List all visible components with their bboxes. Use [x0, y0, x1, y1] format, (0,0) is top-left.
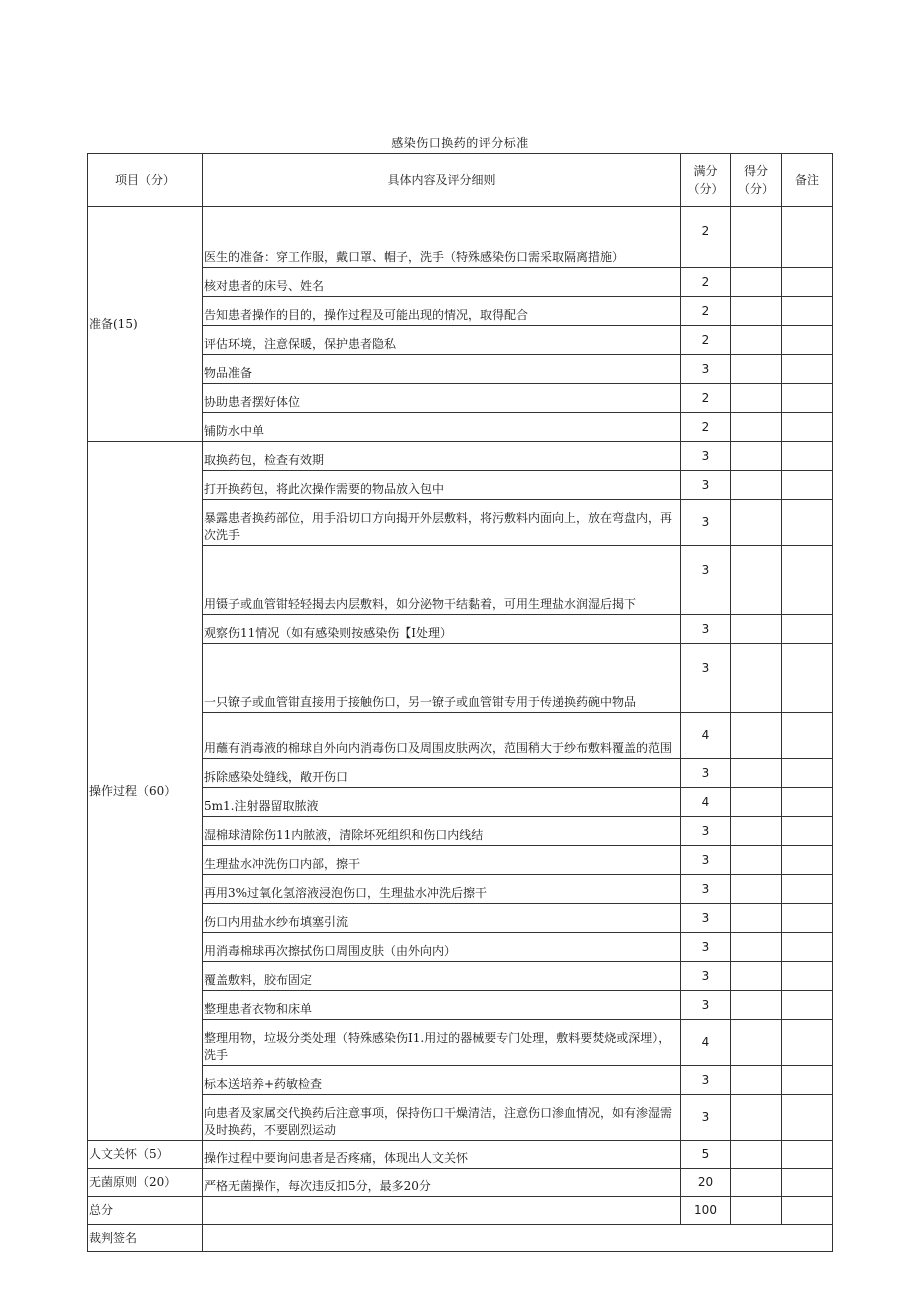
row-score: 3: [681, 904, 731, 933]
row-content: 整理患者衣物和床单: [203, 991, 681, 1020]
remarks-cell[interactable]: [782, 846, 833, 875]
remarks-cell[interactable]: [782, 268, 833, 297]
row-content: 告知患者操作的目的，操作过程及可能出现的情况，取得配合: [203, 297, 681, 326]
got-score-cell[interactable]: [731, 933, 782, 962]
row-content: 医生的准备：穿工作服，戴口罩、帽子，洗手（特殊感染伤口需采取隔离措施）: [203, 207, 681, 268]
row-content: 暴露患者换药部位，用手沿切口方向揭开外层敷料，将污敷料内面向上，放在弯盘内，再次洗手: [203, 500, 681, 546]
got-score-cell[interactable]: [731, 875, 782, 904]
remarks-cell[interactable]: [782, 962, 833, 991]
row-score: 2: [681, 297, 731, 326]
row-content: 湿棉球清除伤11内脓液，清除坏死组织和伤口内线结: [203, 817, 681, 846]
remarks-cell[interactable]: [782, 471, 833, 500]
got-score-cell[interactable]: [731, 1197, 782, 1225]
row-content: 整理用物，垃圾分类处理（特殊感染伤I1.用过的器械要专门处理，敷料要焚烧或深埋），洗手: [203, 1020, 681, 1066]
page-title: 感染伤口换药的评分标准: [391, 136, 529, 150]
got-score-cell[interactable]: [731, 1141, 782, 1169]
row-score: 5: [681, 1141, 731, 1169]
header-full-score: [681, 154, 731, 207]
header-row: [88, 154, 833, 207]
remarks-cell[interactable]: [782, 1095, 833, 1141]
row-content: 伤口内用盐水纱布填塞引流: [203, 904, 681, 933]
section-humanity: 人文关怀（5）: [88, 1141, 203, 1169]
section-aseptic: 无菌原则（20）: [88, 1169, 203, 1197]
row-content: 打开换药包，将此次操作需要的物品放入包中: [203, 471, 681, 500]
header-got-score-line1: 得分: [743, 164, 768, 178]
judge-row: [88, 1225, 833, 1252]
got-score-cell[interactable]: [731, 355, 782, 384]
section-judge: 裁判签名: [88, 1225, 203, 1252]
got-score-cell[interactable]: [731, 546, 782, 615]
judge-signature-cell[interactable]: [203, 1225, 833, 1252]
section-process: 操作过程（60）: [88, 442, 203, 1141]
remarks-cell[interactable]: [782, 1169, 833, 1197]
remarks-cell[interactable]: [782, 442, 833, 471]
row-score: 3: [681, 644, 731, 713]
table-row: [88, 1169, 833, 1197]
row-content: 5m1.注射器留取脓液: [203, 788, 681, 817]
remarks-cell[interactable]: [782, 546, 833, 615]
got-score-cell[interactable]: [731, 384, 782, 413]
remarks-cell[interactable]: [782, 644, 833, 713]
got-score-cell[interactable]: [731, 817, 782, 846]
remarks-cell[interactable]: [782, 1141, 833, 1169]
remarks-cell[interactable]: [782, 933, 833, 962]
row-score: 3: [681, 817, 731, 846]
row-score: 2: [681, 268, 731, 297]
got-score-cell[interactable]: [731, 326, 782, 355]
row-content: 协助患者摆好体位: [203, 384, 681, 413]
row-score: 2: [681, 384, 731, 413]
row-score: 3: [681, 875, 731, 904]
total-content-cell: [203, 1197, 681, 1225]
got-score-cell[interactable]: [731, 1066, 782, 1095]
got-score-cell[interactable]: [731, 713, 782, 759]
row-score: 3: [681, 615, 731, 644]
remarks-cell[interactable]: [782, 384, 833, 413]
row-score: 3: [681, 471, 731, 500]
row-score: 2: [681, 413, 731, 442]
got-score-cell[interactable]: [731, 962, 782, 991]
remarks-cell[interactable]: [782, 713, 833, 759]
section-prep: 准备(15): [88, 207, 203, 442]
remarks-cell[interactable]: [782, 207, 833, 268]
header-item: 项目（分）: [88, 154, 203, 207]
row-score: 4: [681, 788, 731, 817]
header-full-score-line2: （分）: [687, 182, 724, 196]
got-score-cell[interactable]: [731, 846, 782, 875]
total-row: [88, 1197, 833, 1225]
got-score-cell[interactable]: [731, 991, 782, 1020]
remarks-cell[interactable]: [782, 1066, 833, 1095]
row-score: 3: [681, 442, 731, 471]
header-got-score-line2: （分）: [737, 182, 774, 196]
row-score: 2: [681, 207, 731, 268]
remarks-cell[interactable]: [782, 788, 833, 817]
remarks-cell[interactable]: [782, 355, 833, 384]
row-content: 生理盐水冲洗伤口内部，擦干: [203, 846, 681, 875]
row-score: 3: [681, 962, 731, 991]
got-score-cell[interactable]: [731, 1169, 782, 1197]
row-score: 3: [681, 355, 731, 384]
row-content: 覆盖敷料，胶布固定: [203, 962, 681, 991]
remarks-cell[interactable]: [782, 500, 833, 546]
remarks-cell[interactable]: [782, 326, 833, 355]
section-total: 总分: [88, 1197, 203, 1225]
scoring-table: [87, 153, 833, 1252]
remarks-cell[interactable]: [782, 875, 833, 904]
got-score-cell[interactable]: [731, 297, 782, 326]
remarks-cell[interactable]: [782, 759, 833, 788]
row-content: 标本送培养+药敏检查: [203, 1066, 681, 1095]
got-score-cell[interactable]: [731, 442, 782, 471]
row-score: 3: [681, 546, 731, 615]
row-content: 向患者及家属交代换药后注意事项，保持伤口干燥清洁，注意伤口渗血情况，如有渗湿需及时换药，不要剧烈运动: [203, 1095, 681, 1141]
row-content: 用镊子或血管钳轻轻揭去内层敷料，如分泌物干结黏着，可用生理盐水润湿后揭下: [203, 546, 681, 615]
row-score: 3: [681, 1066, 731, 1095]
remarks-cell[interactable]: [782, 1197, 833, 1225]
remarks-cell[interactable]: [782, 615, 833, 644]
got-score-cell[interactable]: [731, 471, 782, 500]
got-score-cell[interactable]: [731, 615, 782, 644]
row-score: 3: [681, 933, 731, 962]
row-score: 3: [681, 500, 731, 546]
table-row: [88, 442, 833, 471]
remarks-cell[interactable]: [782, 1020, 833, 1066]
row-content: 操作过程中要询问患者是否疼痛，体现出人文关怀: [203, 1141, 681, 1169]
row-score: 3: [681, 991, 731, 1020]
row-score: 2: [681, 326, 731, 355]
row-score: 3: [681, 759, 731, 788]
row-content: 核对患者的床号、姓名: [203, 268, 681, 297]
remarks-cell[interactable]: [782, 991, 833, 1020]
remarks-cell[interactable]: [782, 904, 833, 933]
table-row: [88, 1141, 833, 1169]
remarks-cell[interactable]: [782, 817, 833, 846]
got-score-cell[interactable]: [731, 413, 782, 442]
remarks-cell[interactable]: [782, 297, 833, 326]
row-content: 观察伤11情况（如有感染则按感染伤【I处理）: [203, 615, 681, 644]
row-content: 一只镣子或血管钳直接用于接触伤口，另一镣子或血管钳专用于传递换药碗中物品: [203, 644, 681, 713]
got-score-cell[interactable]: [731, 788, 782, 817]
row-content: 严格无菌操作，每次违反扣5分，最多20分: [203, 1169, 681, 1197]
got-score-cell[interactable]: [731, 500, 782, 546]
header-remarks: 备注: [782, 154, 833, 207]
row-score: 20: [681, 1169, 731, 1197]
remarks-cell[interactable]: [782, 413, 833, 442]
got-score-cell[interactable]: [731, 759, 782, 788]
row-content: 再用3%过氧化氢溶液浸泡伤口，生理盐水冲洗后擦干: [203, 875, 681, 904]
row-score: 3: [681, 1095, 731, 1141]
row-content: 评估环境，注意保暖，保护患者隐私: [203, 326, 681, 355]
table-row: [88, 207, 833, 268]
got-score-cell[interactable]: [731, 1095, 782, 1141]
header-content: 具体内容及评分细则: [203, 154, 681, 207]
row-content: 拆除感染处缝线，敞开伤口: [203, 759, 681, 788]
got-score-cell[interactable]: [731, 644, 782, 713]
row-content: 用消毒棉球再次擦拭伤口周围皮肤（由外向内）: [203, 933, 681, 962]
row-content: 物品准备: [203, 355, 681, 384]
row-score: 4: [681, 713, 731, 759]
header-got-score: [731, 154, 782, 207]
row-content: 取换药包，检查有效期: [203, 442, 681, 471]
got-score-cell[interactable]: [731, 207, 782, 268]
got-score-cell[interactable]: [731, 268, 782, 297]
header-full-score-line1: 满分: [693, 164, 718, 178]
row-content: 铺防水中单: [203, 413, 681, 442]
total-score: 100: [681, 1197, 731, 1225]
row-score: 3: [681, 846, 731, 875]
got-score-cell[interactable]: [731, 904, 782, 933]
row-content: 用蘸有消毒液的棉球自外向内消毒伤口及周围皮肤两次，范围稍大于纱布敷料覆盖的范围: [203, 713, 681, 759]
row-score: 4: [681, 1020, 731, 1066]
got-score-cell[interactable]: [731, 1020, 782, 1066]
